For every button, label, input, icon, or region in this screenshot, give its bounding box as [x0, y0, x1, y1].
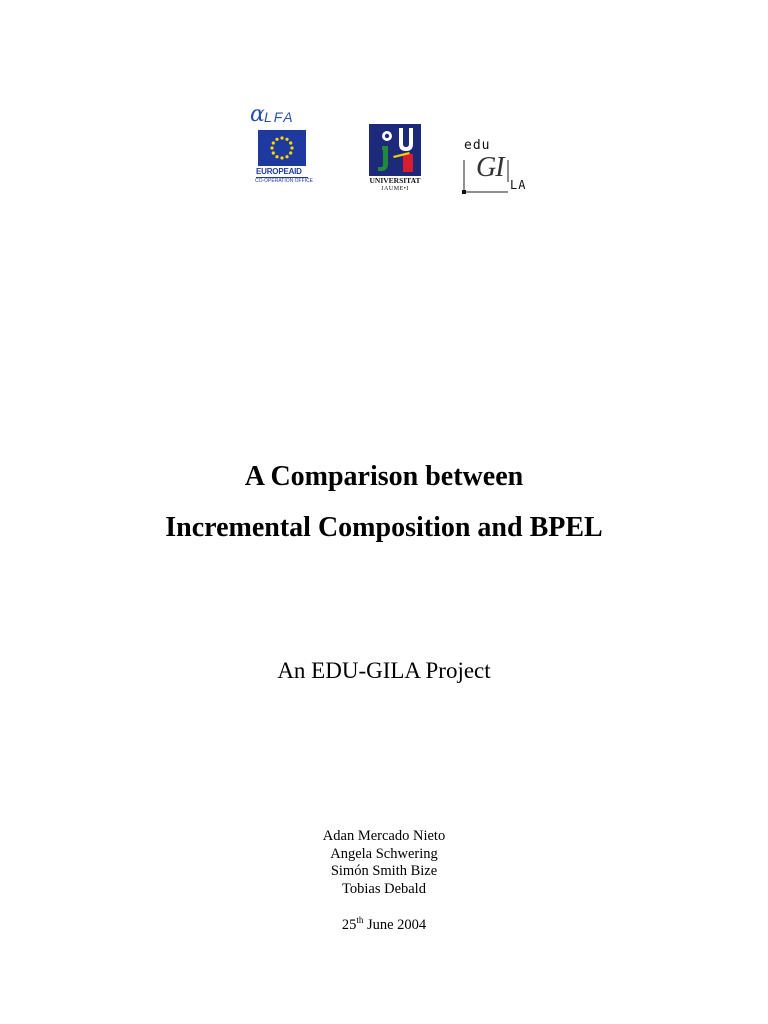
- alfa-alpha-glyph: α: [250, 102, 265, 127]
- document-title-line-1: A Comparison between: [244, 461, 524, 492]
- alfa-letters: LFA: [264, 109, 295, 125]
- document-date: [0, 916, 768, 934]
- europeaid-label: EUROPEAID: [256, 167, 302, 176]
- document-title-line-2: Incremental Composition and BPEL: [165, 512, 603, 543]
- alfa-europeaid-logo: [250, 102, 313, 190]
- cooperation-office-label: CO-OPERATION OFFICE: [255, 178, 313, 184]
- date-day-suffix: th: [356, 915, 364, 925]
- author-name: Tobias Debald: [342, 880, 426, 897]
- uji-name-label: UNIVERSITAT: [369, 176, 421, 185]
- edu-gila-logo: [460, 138, 536, 198]
- eu-flag-icon: [258, 130, 306, 166]
- edu-wordmark: edu: [464, 138, 491, 153]
- author-name: Adan Mercado Nieto: [322, 828, 446, 844]
- date-day: 25: [341, 917, 357, 933]
- document-subtitle: An EDU-GILA Project: [277, 658, 491, 683]
- author-name: Angela Schwering: [330, 845, 438, 862]
- uji-emblem-icon: [369, 124, 421, 176]
- author-name: Simón Smith Bize: [330, 863, 438, 879]
- universitat-jaume-logo: [366, 124, 424, 196]
- gi-wordmark: GI: [476, 152, 504, 183]
- date-month-year: June 2004: [363, 917, 427, 933]
- la-wordmark: LA: [510, 178, 527, 192]
- uji-sub-label: JAUME•I: [381, 186, 409, 192]
- author-list: [0, 828, 768, 898]
- alfa-wordmark: [250, 102, 312, 128]
